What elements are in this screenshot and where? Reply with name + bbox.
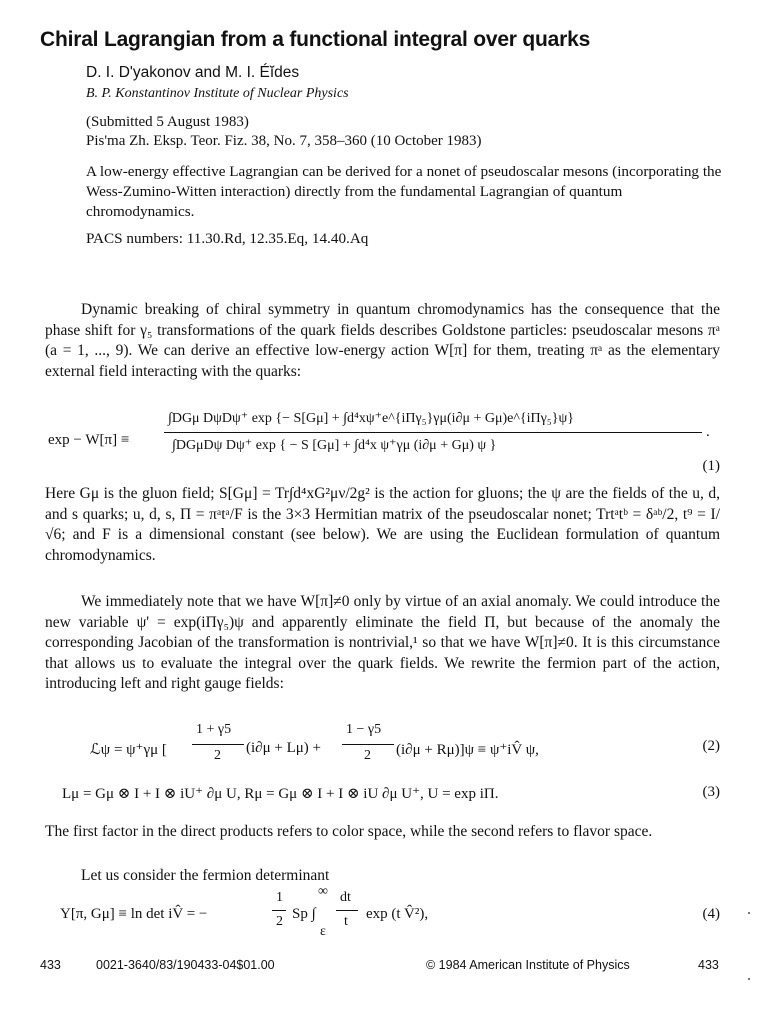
eq1-period: . [706, 424, 710, 440]
eq2-part-a: ℒψ = ψ⁺γμ [ [90, 742, 167, 758]
eq4-part-c: exp (t V̂²), [366, 906, 429, 922]
eq2-frac1-numerator: 1 + γ5 [196, 722, 232, 737]
eq1-number: (1) [702, 458, 720, 474]
eq2-part-c: (i∂μ + Rμ)]ψ ≡ ψ⁺iV̂ ψ, [396, 742, 539, 758]
eq4-frac1-numerator: 1 [276, 890, 283, 905]
scan-speck [748, 912, 750, 914]
eq4-upper-limit: ∞ [318, 884, 328, 899]
paragraph-5: Let us consider the fermion determinant [81, 867, 330, 884]
journal-reference: Pis'ma Zh. Eksp. Teor. Fiz. 38, No. 7, 358–360 (10 October 1983) [86, 133, 482, 149]
eq4-lower-limit: ε [320, 924, 326, 939]
paragraph-1: Dynamic breaking of chiral symmetry in quantum chromodynamics has the consequence that the phase shift for γ₅ transformations of the quark fields describes Goldstone particles: pseudoscalar mesons πᵃ (a = 1, ..., 9). We can derive an effective low-energy action W[π] for them, treating πᵃ as the elementary external field interacting with the quarks: [45, 301, 720, 380]
eq1-denominator: ∫DGμDψ Dψ⁺ exp { − S [Gμ] + ∫d⁴x ψ⁺γμ (i∂μ + Gμ) ψ } [172, 438, 497, 453]
eq2-frac2-denominator: 2 [364, 748, 371, 763]
paragraph-4: The first factor in the direct products refers to color space, while the second refers to flavor space. [45, 823, 653, 840]
pacs-numbers: PACS numbers: 11.30.Rd, 12.35.Eq, 14.40.Aq [86, 230, 369, 247]
eq2-frac1-bar [192, 744, 244, 745]
submission-date: (Submitted 5 August 1983) [86, 114, 249, 130]
abstract: A low-energy effective Lagrangian can be derived for a nonet of pseudoscalar mesons (incorporating the Wess-Zumino-Witten interaction) directly from the fundamental Lagrangian of quantum chromodynamics. [86, 163, 722, 220]
eq1-fraction-bar [164, 432, 702, 433]
eq2-frac2-bar [342, 744, 394, 745]
eq2-frac1-denominator: 2 [214, 748, 221, 763]
eq4-number: (4) [702, 906, 720, 922]
page-number-left: 433 [40, 958, 61, 972]
eq2-number: (2) [702, 738, 720, 754]
eq4-part-b: Sp ∫ [292, 906, 316, 922]
eq4-frac1-bar [272, 910, 286, 911]
paragraph-2: Here Gμ is the gluon field; S[Gμ] = Tr∫d⁴xG²μν/2g² is the action for gluons; the ψ are the fields of the u, d, and s quarks; u, d, s, Π = πᵃtᵃ/F is the 3×3 Hermitian matrix of the pseudoscalar nonet; Trtᵃtᵇ = δᵃᵇ/2, t⁹ = I/√6; and F is a dimensional constant (see below). We are using the Euclidean formulation of quantum chromodynamics. [45, 485, 720, 564]
eq2-part-b: (i∂μ + Lμ) + [246, 740, 321, 756]
eq3: Lμ = Gμ ⊗ I + I ⊗ iU⁺ ∂μ U, Rμ = Gμ ⊗ I + I ⊗ iU ∂μ U⁺, U = exp iΠ. [62, 786, 499, 802]
eq4-frac2-numerator: dt [340, 890, 351, 905]
eq1-lhs: exp − W[π] ≡ [48, 432, 130, 448]
page-number-right: 433 [698, 958, 719, 972]
institute: B. P. Konstantinov Institute of Nuclear Physics [86, 86, 349, 101]
paragraph-3: We immediately note that we have W[π]≠0 only by virtue of an axial anomaly. We could introduce the new variable ψ' = exp(iΠγ₅)ψ and apparently eliminate the field Π, but because of the anomaly the corresponding Jacobian of the transformation is nontrivial,¹ so that we have W[π]≠0. It is this circumstance that allows us to evaluate the integral over the quark fields. We rewrite the fermion part of the action, introducing left and right gauge fields: [45, 593, 720, 692]
eq4-frac2-denominator: t [344, 914, 348, 929]
eq4-frac1-denominator: 2 [276, 914, 283, 929]
scan-speck [748, 978, 750, 980]
eq4-frac2-bar [336, 910, 358, 911]
eq4-part-a: Y[π, Gμ] ≡ ln det iV̂ = − [60, 906, 208, 922]
eq3-number: (3) [702, 784, 720, 800]
eq1-numerator: ∫DGμ DψDψ⁺ exp {− S[Gμ] + ∫d⁴xψ⁺e^{iΠγ₅}γμ(i∂μ + Gμ)e^{iΠγ₅}ψ} [168, 411, 574, 426]
eq2-frac2-numerator: 1 − γ5 [346, 722, 382, 737]
article-title: Chiral Lagrangian from a functional integral over quarks [40, 28, 591, 51]
article-code: 0021-3640/83/190433-04$01.00 [96, 958, 275, 972]
authors: D. I. D'yakonov and M. I. Éĭdes [86, 64, 300, 81]
copyright: © 1984 American Institute of Physics [426, 958, 630, 972]
